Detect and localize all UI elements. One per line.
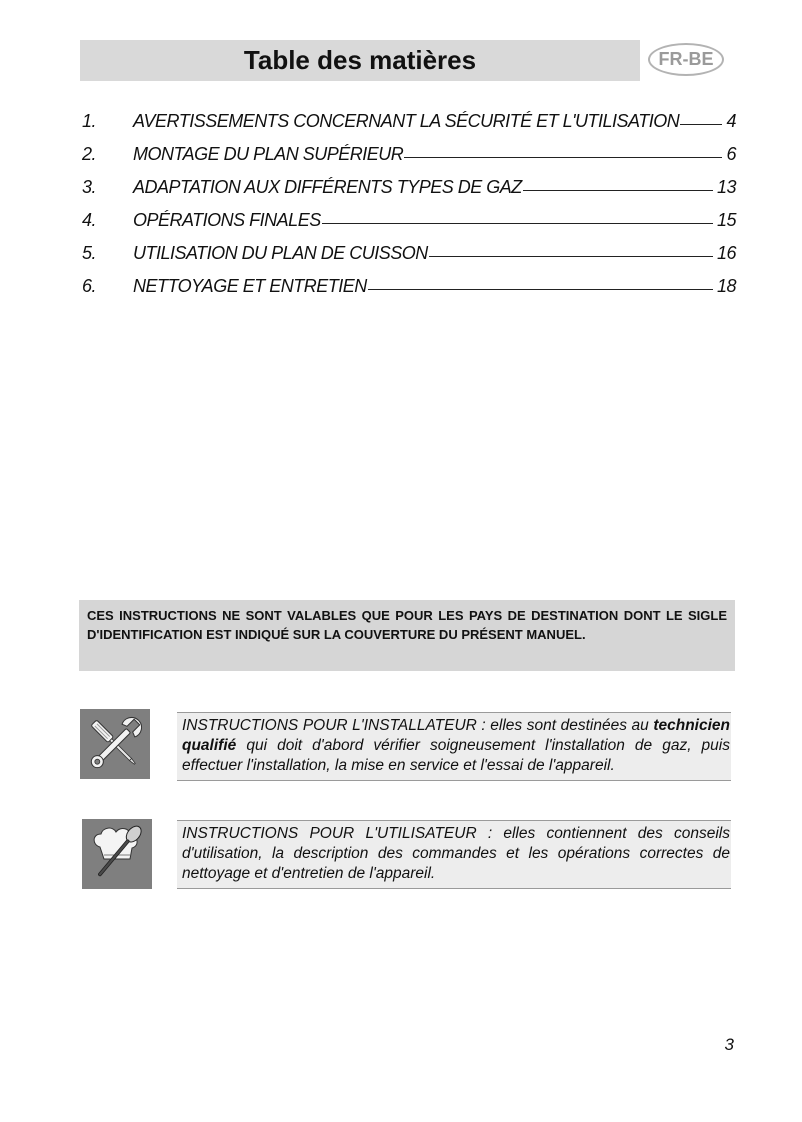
toc-entry-title: NETTOYAGE ET ENTRETIEN xyxy=(133,276,367,296)
toc-entry-title: AVERTISSEMENTS CONCERNANT LA SÉCURITÉ ET L'UTILISATION xyxy=(133,111,680,131)
toc-entry-title: MONTAGE DU PLAN SUPÉRIEUR xyxy=(133,144,404,164)
toc-leader xyxy=(680,124,722,125)
installer-text-start: INSTRUCTIONS POUR L'INSTALLATEUR : elles sont destinées au xyxy=(182,717,654,734)
tools-icon xyxy=(80,709,150,779)
toc-entry-number: 5. xyxy=(82,243,97,263)
toc-entry[interactable] xyxy=(82,111,736,144)
toc-entry-title: UTILISATION DU PLAN DE CUISSON xyxy=(133,243,428,263)
installer-text-bold: technicien qualifié xyxy=(182,717,730,754)
title-bar xyxy=(80,40,640,81)
user-instructions: INSTRUCTIONS POUR L'UTILISATEUR : elles contiennent des conseils d'utilisation, la description des commandes et les opérations correctes de nettoyage et d'entretien de l'appareil. xyxy=(177,820,731,889)
toc-entry-page: 4 xyxy=(726,111,736,131)
toc-entry-title: OPÉRATIONS FINALES xyxy=(133,210,321,230)
toc-entry[interactable] xyxy=(82,177,736,210)
toc-entry-page: 6 xyxy=(726,144,736,164)
page-title: Table des matières xyxy=(243,45,477,75)
language-badge: FR-BE xyxy=(648,43,724,76)
toc-entry-number: 1. xyxy=(82,111,97,131)
table-of-contents xyxy=(82,111,736,309)
toc-entry-page: 16 xyxy=(716,243,736,263)
page-number: 3 xyxy=(724,1035,734,1054)
toc-leader xyxy=(523,190,713,191)
destination-notice: CES INSTRUCTIONS NE SONT VALABLES QUE POUR LES PAYS DE DESTINATION DONT LE SIGLE D'IDENTIFICATION EST INDIQUÉ SUR LA COUVERTURE DU PRÉSENT MANUEL. xyxy=(79,600,735,671)
toc-entry[interactable] xyxy=(82,144,736,177)
toc-entry[interactable] xyxy=(82,243,736,276)
toc-entry-number: 4. xyxy=(82,210,97,230)
toc-entry-page: 18 xyxy=(716,276,736,296)
toc-entry-number: 6. xyxy=(82,276,97,296)
toc-entry-page: 15 xyxy=(716,210,736,230)
installer-text-end: qui doit d'abord vérifier soigneusement l'installation de gaz, puis effectuer l'installation, la mise en service et l'essai de l'appareil. xyxy=(182,737,730,774)
toc-entry[interactable] xyxy=(82,210,736,243)
toc-leader xyxy=(368,289,713,290)
toc-entry-number: 3. xyxy=(82,177,97,197)
toc-entry[interactable] xyxy=(82,276,736,309)
toc-entry-number: 2. xyxy=(82,144,97,164)
toc-entry-title: ADAPTATION AUX DIFFÉRENTS TYPES DE GAZ xyxy=(133,177,522,197)
toc-entry-page: 13 xyxy=(716,177,736,197)
toc-leader xyxy=(404,157,722,158)
toc-leader xyxy=(322,223,713,224)
installer-instructions xyxy=(177,712,731,781)
toc-leader xyxy=(429,256,713,257)
chef-spoon-icon xyxy=(82,819,152,889)
